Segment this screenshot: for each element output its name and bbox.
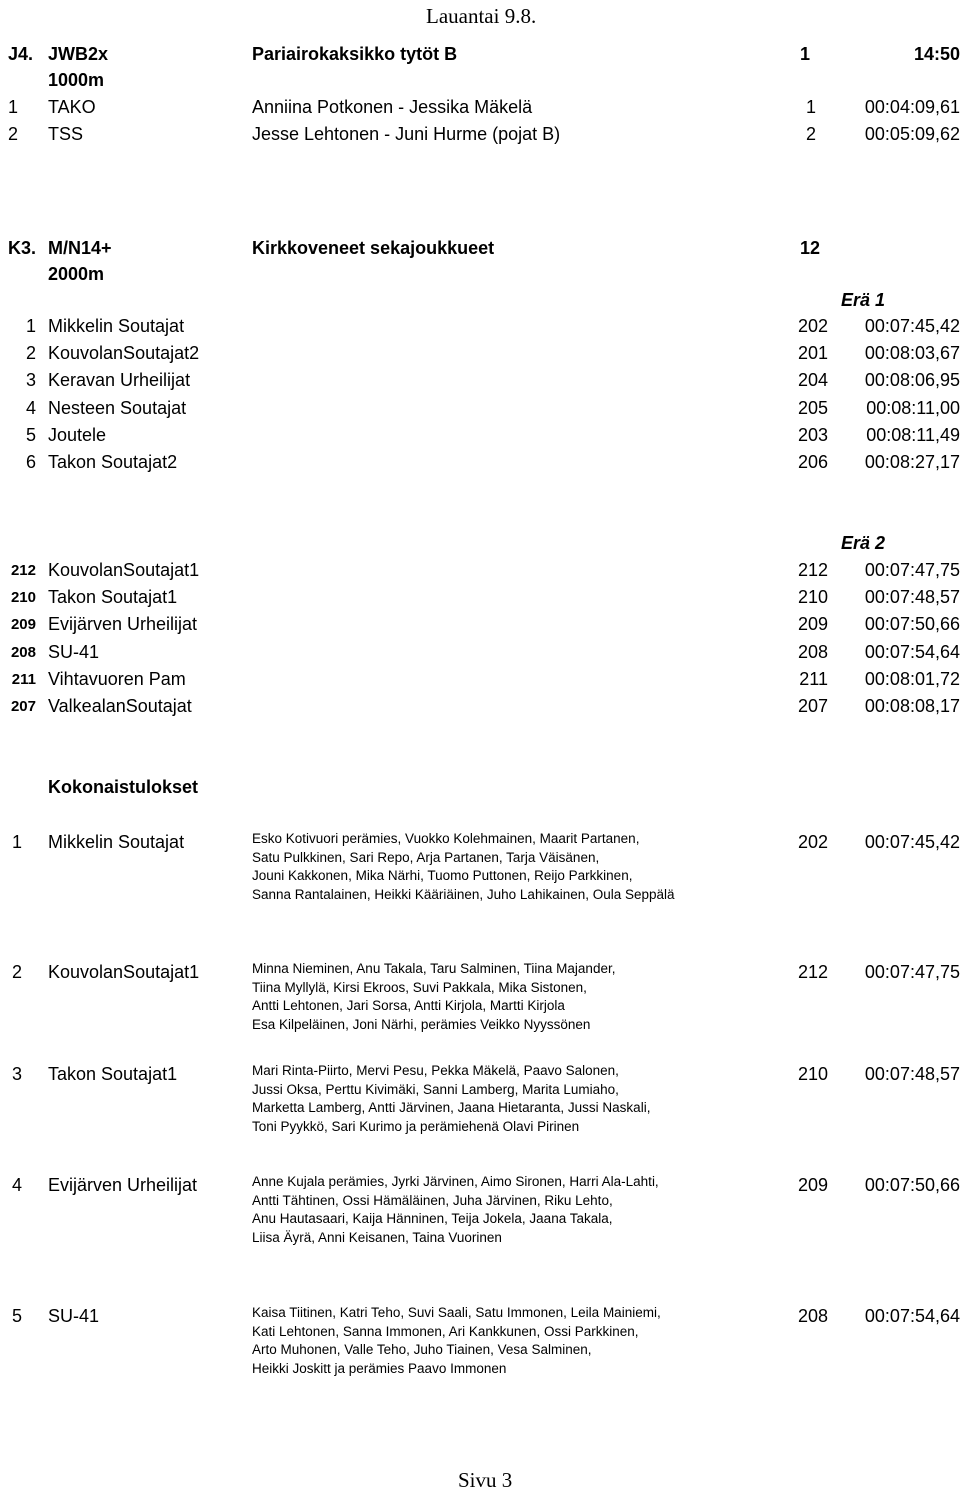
result-time: 00:07:45,42 bbox=[864, 832, 960, 852]
event-title: Kirkkoveneet sekajoukkueet bbox=[252, 238, 495, 258]
row-position: 6 bbox=[25, 452, 36, 472]
crew-line: Esko Kotivuori perämies, Vuokko Kolehmainen, Maarit Partanen, bbox=[252, 831, 640, 846]
crew-line: Anu Hautasaari, Kaija Hänninen, Teija Jokela, Jaana Takala, bbox=[252, 1211, 613, 1226]
result-time: 00:05:09,62 bbox=[864, 124, 960, 144]
row-position: 210 bbox=[10, 589, 36, 607]
result-time: 00:08:27,17 bbox=[864, 452, 960, 472]
row-position: 207 bbox=[10, 698, 36, 715]
crew-members bbox=[252, 830, 675, 904]
crew-members bbox=[252, 1062, 650, 1136]
result-time: 00:07:50,66 bbox=[864, 614, 960, 635]
result-time: 00:07:48,57 bbox=[864, 1064, 960, 1084]
team-number: 204 bbox=[797, 370, 828, 391]
event-distance: 1000m bbox=[48, 70, 105, 90]
overall-heading: Kokonaistulokset bbox=[48, 777, 199, 797]
crew-line: Minna Nieminen, Anu Takala, Taru Salminen, Tiina Majander, bbox=[252, 961, 616, 976]
result-time: 00:08:08,17 bbox=[864, 696, 960, 716]
result-name: Anniina Potkonen - Jessika Mäkelä bbox=[252, 97, 533, 117]
team-name: Nesteen Soutajat bbox=[48, 397, 187, 418]
event-distance: 2000m bbox=[48, 264, 105, 284]
team-number: 202 bbox=[797, 316, 828, 336]
event-class: JWB2x bbox=[48, 44, 109, 64]
event-code: K3. bbox=[8, 238, 37, 258]
crew-line: Liisa Äyrä, Anni Keisanen, Taina Vuorinen bbox=[252, 1229, 502, 1245]
row-position: 1 bbox=[25, 316, 36, 336]
team-number: 212 bbox=[797, 962, 828, 982]
team-name: Evijärven Urheilijat bbox=[48, 614, 198, 635]
result-club: TAKO bbox=[48, 97, 96, 117]
team-name: Keravan Urheilijat bbox=[48, 370, 191, 391]
row-position: 5 bbox=[25, 424, 36, 445]
row-position: 4 bbox=[25, 397, 36, 418]
result-club: TSS bbox=[48, 124, 84, 144]
crew-line: Toni Pyykkö, Sari Kurimo ja perämiehenä Olavi Pirinen bbox=[252, 1118, 580, 1134]
event-code: J4. bbox=[8, 44, 34, 64]
result-position: 2 bbox=[8, 124, 19, 144]
crew-line: Arto Muhonen, Valle Teho, Juho Tiainen, Vesa Salminen, bbox=[252, 1342, 592, 1357]
crew-line: Sanna Rantalainen, Heikki Kääriäinen, Juho Lahikainen, Oula Seppälä bbox=[252, 886, 675, 902]
event-title: Pariairokaksikko tytöt B bbox=[252, 44, 458, 64]
event-start-time: 14:50 bbox=[913, 44, 960, 64]
team-name: ValkealanSoutajat bbox=[48, 696, 192, 716]
team-number: 203 bbox=[797, 424, 828, 445]
heat-label: Erä 1 bbox=[840, 290, 885, 310]
heat-label: Erä 2 bbox=[840, 533, 885, 553]
crew-line: Anne Kujala perämies, Jyrki Järvinen, Aimo Sironen, Harri Ala-Lahti, bbox=[252, 1174, 659, 1189]
page-number: Sivu 3 bbox=[458, 1468, 513, 1492]
event-entries: 12 bbox=[800, 238, 821, 258]
result-time: 00:07:54,64 bbox=[864, 1306, 960, 1326]
crew-line: Marketta Lamberg, Antti Järvinen, Jaana Hietaranta, Jussi Naskali, bbox=[252, 1100, 651, 1115]
team-number: 207 bbox=[797, 696, 828, 716]
result-lane: 1 bbox=[806, 97, 817, 117]
team-name: KouvolanSoutajat1 bbox=[48, 560, 200, 580]
result-time: 00:07:50,66 bbox=[864, 1175, 960, 1195]
team-name: Joutele bbox=[48, 424, 107, 445]
row-position: 5 bbox=[12, 1306, 23, 1326]
result-time: 00:08:11,49 bbox=[866, 424, 960, 445]
crew-members bbox=[252, 960, 615, 1034]
row-position: 2 bbox=[12, 962, 23, 982]
crew-line: Esa Kilpeläinen, Joni Närhi, perämies Veikko Nyyssönen bbox=[252, 1016, 591, 1032]
result-time: 00:08:06,95 bbox=[864, 370, 960, 391]
crew-line: Jussi Oksa, Perttu Kivimäki, Sanni Lamberg, Marita Lumiaho, bbox=[252, 1081, 619, 1097]
result-time: 00:08:01,72 bbox=[864, 668, 960, 689]
team-name: SU-41 bbox=[48, 641, 100, 662]
team-name: Takon Soutajat2 bbox=[48, 452, 178, 472]
row-position: 3 bbox=[12, 1064, 23, 1084]
crew-line: Kaisa Tiitinen, Katri Teho, Suvi Saali, Satu Immonen, Leila Mainiemi, bbox=[252, 1305, 661, 1320]
team-number: 201 bbox=[797, 343, 828, 364]
team-number: 212 bbox=[797, 560, 828, 580]
row-position: 211 bbox=[11, 670, 36, 688]
team-number: 209 bbox=[797, 614, 828, 635]
team-name: Mikkelin Soutajat bbox=[48, 316, 185, 336]
team-number: 208 bbox=[797, 1306, 828, 1326]
team-number: 209 bbox=[797, 1175, 828, 1195]
crew-line: Tiina Myllylä, Kirsi Ekroos, Suvi Pakkala, Mika Sistonen, bbox=[252, 979, 587, 995]
team-number: 208 bbox=[797, 641, 828, 662]
crew-line: Kati Lehtonen, Sanna Immonen, Ari Kankkunen, Ossi Parkkinen, bbox=[252, 1323, 639, 1339]
crew-line: Jouni Kakkonen, Mika Närhi, Tuomo Puttonen, Reijo Parkkinen, bbox=[252, 868, 633, 883]
result-time: 00:07:54,64 bbox=[864, 641, 960, 662]
crew-line: Satu Pulkkinen, Sari Repo, Arja Partanen, Tarja Väisänen, bbox=[252, 849, 600, 865]
crew-members bbox=[252, 1173, 659, 1247]
result-time: 00:07:48,57 bbox=[864, 587, 960, 608]
row-position: 1 bbox=[12, 832, 23, 852]
team-number: 210 bbox=[797, 1064, 828, 1084]
team-name: KouvolanSoutajat2 bbox=[48, 343, 200, 364]
row-position: 212 bbox=[10, 562, 36, 579]
result-time: 00:04:09,61 bbox=[864, 97, 960, 117]
result-time: 00:07:47,75 bbox=[864, 560, 960, 580]
team-name: Takon Soutajat1 bbox=[48, 1064, 178, 1084]
row-position: 3 bbox=[25, 370, 36, 391]
result-time: 00:08:11,00 bbox=[866, 397, 960, 418]
result-lane: 2 bbox=[806, 124, 817, 144]
team-number: 211 bbox=[799, 668, 828, 689]
team-number: 202 bbox=[797, 832, 828, 852]
page-date: Lauantai 9.8. bbox=[426, 4, 537, 28]
team-name: Evijärven Urheilijat bbox=[48, 1175, 198, 1195]
event-class: M/N14+ bbox=[48, 238, 112, 258]
crew-line: Heikki Joskitt ja perämies Paavo Immonen bbox=[252, 1360, 507, 1376]
result-time: 00:07:47,75 bbox=[864, 962, 960, 982]
crew-line: Mari Rinta-Piirto, Mervi Pesu, Pekka Mäkelä, Paavo Salonen, bbox=[252, 1063, 619, 1078]
event-entries: 1 bbox=[800, 44, 811, 64]
team-name: Takon Soutajat1 bbox=[48, 587, 178, 608]
row-position: 208 bbox=[10, 643, 36, 661]
team-name: KouvolanSoutajat1 bbox=[48, 962, 200, 982]
result-name: Jesse Lehtonen - Juni Hurme (pojat B) bbox=[252, 124, 561, 144]
crew-members bbox=[252, 1304, 661, 1378]
team-name: Mikkelin Soutajat bbox=[48, 832, 185, 852]
team-name: SU-41 bbox=[48, 1306, 100, 1326]
row-position: 2 bbox=[25, 343, 36, 364]
team-number: 205 bbox=[797, 397, 828, 418]
result-position: 1 bbox=[8, 97, 19, 117]
crew-line: Antti Tähtinen, Ossi Hämäläinen, Juha Järvinen, Riku Lehto, bbox=[252, 1192, 613, 1208]
result-time: 00:07:45,42 bbox=[864, 316, 960, 336]
result-time: 00:08:03,67 bbox=[864, 343, 960, 364]
crew-line: Antti Lehtonen, Jari Sorsa, Antti Kirjola, Martti Kirjola bbox=[252, 998, 565, 1013]
row-position: 4 bbox=[12, 1175, 23, 1195]
row-position: 209 bbox=[10, 616, 36, 634]
team-number: 210 bbox=[797, 587, 828, 608]
team-name: Vihtavuoren Pam bbox=[48, 668, 186, 689]
team-number: 206 bbox=[797, 452, 828, 472]
